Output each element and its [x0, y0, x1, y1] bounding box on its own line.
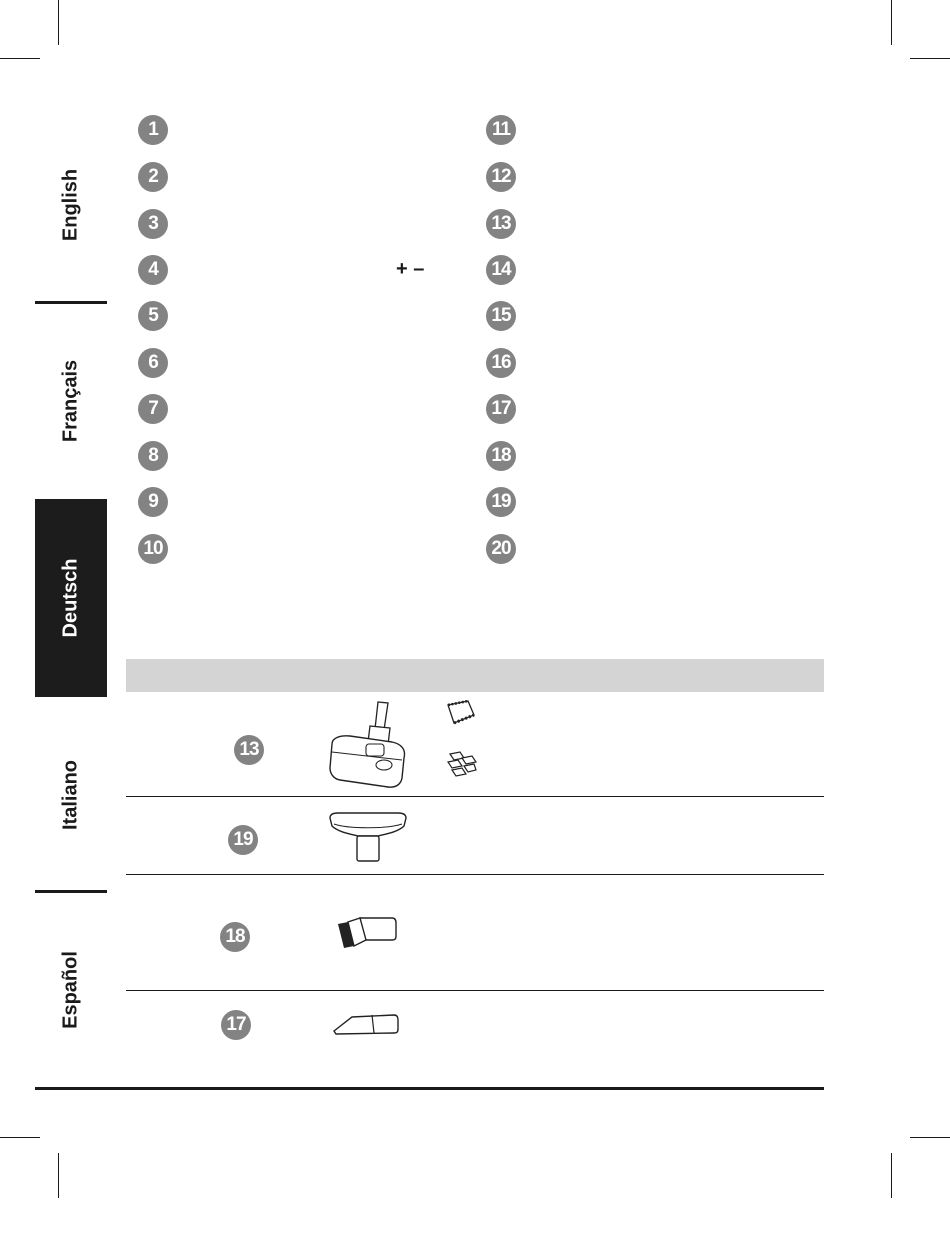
part-number-badge: 8 — [138, 441, 168, 471]
part-number-badge: 7 — [138, 394, 168, 424]
part-number-badge: 9 — [138, 487, 168, 517]
tab-label: Deutsch — [59, 558, 82, 638]
tab-label: Français — [59, 359, 82, 443]
row-divider — [126, 874, 824, 875]
part-number-badge: 10 — [138, 534, 168, 564]
part-number-badge: 17 — [486, 394, 516, 424]
crop-mark — [910, 58, 950, 59]
brush-insert-icon — [444, 699, 478, 727]
tab-label: English — [59, 168, 82, 242]
tab-english[interactable] — [35, 110, 107, 300]
floor-brush-icon — [326, 700, 408, 790]
part-number-badge: 18 — [486, 441, 516, 471]
row-divider — [126, 990, 824, 991]
part-number-badge: 4 — [138, 255, 168, 285]
tab-label: Español — [59, 951, 82, 1029]
crop-mark — [891, 1153, 892, 1198]
dusting-brush-icon — [334, 914, 398, 950]
table-header-band — [126, 659, 824, 692]
divider — [35, 301, 107, 304]
plus-minus-symbol: + – — [396, 258, 425, 280]
upholstery-nozzle-icon — [328, 812, 408, 864]
pad-insert-icon — [444, 750, 478, 780]
crop-mark — [58, 0, 59, 45]
part-number-badge: 11 — [486, 115, 516, 145]
crop-mark — [58, 1153, 59, 1198]
part-number-badge: 2 — [138, 162, 168, 192]
tab-italiano[interactable] — [35, 700, 107, 890]
divider — [35, 890, 107, 893]
crop-mark — [0, 1137, 40, 1138]
tab-francais[interactable] — [35, 306, 107, 496]
tab-label: Italiano — [59, 759, 82, 831]
page-bottom-rule — [35, 1087, 824, 1090]
part-number-badge: 12 — [486, 162, 516, 192]
accessory-number-badge: 17 — [221, 1010, 251, 1040]
part-number-badge: 13 — [486, 209, 516, 239]
part-number-badge: 14 — [486, 255, 516, 285]
tab-espanol[interactable] — [35, 895, 107, 1085]
part-number-badge: 1 — [138, 115, 168, 145]
part-number-badge: 16 — [486, 348, 516, 378]
part-number-badge: 15 — [486, 301, 516, 331]
part-number-badge: 5 — [138, 301, 168, 331]
crop-mark — [0, 58, 40, 59]
row-divider — [126, 796, 824, 797]
accessory-number-badge: 19 — [228, 825, 258, 855]
part-number-badge: 19 — [486, 487, 516, 517]
crop-mark — [891, 0, 892, 45]
crevice-tool-icon — [332, 1011, 400, 1037]
part-number-badge: 20 — [486, 534, 516, 564]
part-number-badge: 6 — [138, 348, 168, 378]
part-number-badge: 3 — [138, 209, 168, 239]
accessory-number-badge: 18 — [220, 922, 250, 952]
tab-deutsch[interactable] — [35, 499, 107, 697]
accessory-number-badge: 13 — [234, 735, 264, 765]
crop-mark — [910, 1137, 950, 1138]
